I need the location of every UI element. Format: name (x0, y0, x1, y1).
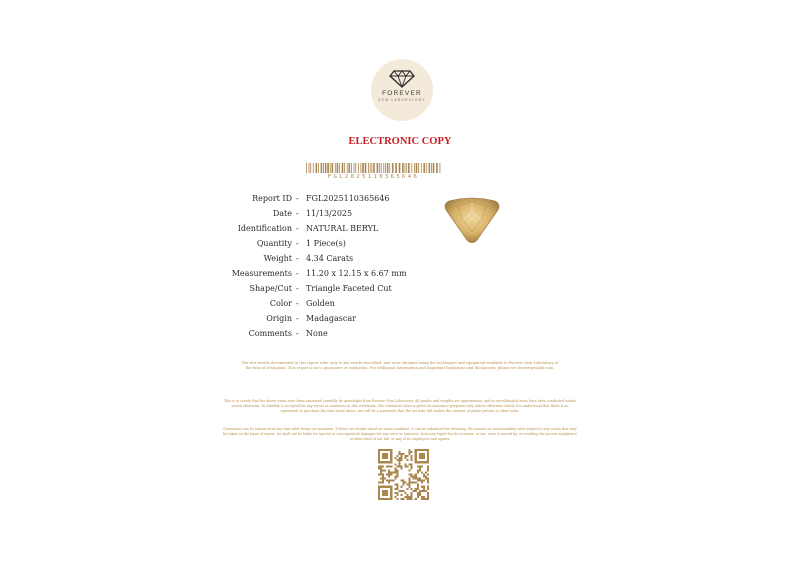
barcode-number: FGL2025110365646 (327, 174, 420, 180)
detail-value: NATURAL BERYL (306, 224, 379, 233)
detail-separator: - (296, 254, 299, 263)
detail-value: 4.34 Carats (306, 254, 354, 263)
detail-label: Weight (263, 254, 292, 263)
detail-label: Shape/Cut (249, 284, 292, 293)
lab-logo (371, 59, 433, 121)
diamond-icon (389, 70, 415, 88)
detail-label: Origin (266, 314, 292, 323)
detail-value: 1 Piece(s) (306, 239, 346, 248)
detail-value: FGL2025110365646 (306, 194, 390, 203)
detail-label: Measurements (231, 269, 292, 278)
detail-separator: - (296, 284, 299, 293)
detail-separator: - (296, 314, 299, 323)
detail-separator: - (296, 269, 299, 278)
detail-value: Triangle Faceted Cut (306, 284, 392, 293)
detail-label: Report ID (252, 194, 292, 203)
triangle-gem-image (441, 196, 503, 244)
detail-value: 11.20 x 12.15 x 6.67 mm (306, 269, 407, 278)
test-results-disclaimer: The test results documented in this report refer only to the article described, and were obtained using the techniques and equipment available to Forever Gem Laboratory at the time of evaluation. This report is not a guarantee or evaluation. For additional information and important limitations and disclaimers, please see forevergemlab.com. (241, 361, 559, 370)
detail-separator: - (296, 299, 299, 308)
certification-disclaimer: This is to certify that the above items have been examined carefully by gemologist from Forever Gem Laboratory. All grades and weights are approximate, and no metallurgical tests have been conducted unless stated otherwise. No liability is accepted for any errors or omissions in this certificate. The estimated value is given for insurance purposes only, unless otherwise stated it is understood that there is an agreement to purchase the item listed above, nor will be a guarantee that the set item will realize this amount at public private or other sales. (224, 399, 576, 413)
detail-separator: - (296, 224, 299, 233)
detail-label: Comments (248, 329, 292, 338)
detail-separator: - (296, 209, 299, 218)
enhancement-disclaimer: Gemstones can be enhanced at any time after living our premises. If there are doubts about an items condition, it can be submitted for retesting. We assume no accountability with respect to any action that may be taken on the basis of report, we shall not be liable for special or consequential damages for any error or omission, from any report for its issuance, or use, even if caused by, or resulting the proven negligence or other fault of our lab, or any of its employees and agents. (223, 427, 577, 441)
qr-code (378, 449, 429, 500)
brand-subtitle: GEM LABORATORY (378, 98, 426, 102)
brand-name: FOREVER (382, 90, 422, 97)
electronic-copy-title: ELECTRONIC COPY (348, 136, 452, 147)
detail-value: Golden (306, 299, 335, 308)
detail-label: Date (272, 209, 292, 218)
detail-value: Madagascar (306, 314, 356, 323)
detail-value: 11/13/2025 (306, 209, 353, 218)
detail-separator: - (296, 239, 299, 248)
detail-label: Identification (237, 224, 292, 233)
detail-separator: - (296, 329, 299, 338)
barcode (306, 163, 441, 173)
detail-label: Quantity (256, 239, 292, 248)
detail-label: Color (269, 299, 292, 308)
detail-separator: - (296, 194, 299, 203)
detail-value: None (306, 329, 328, 338)
